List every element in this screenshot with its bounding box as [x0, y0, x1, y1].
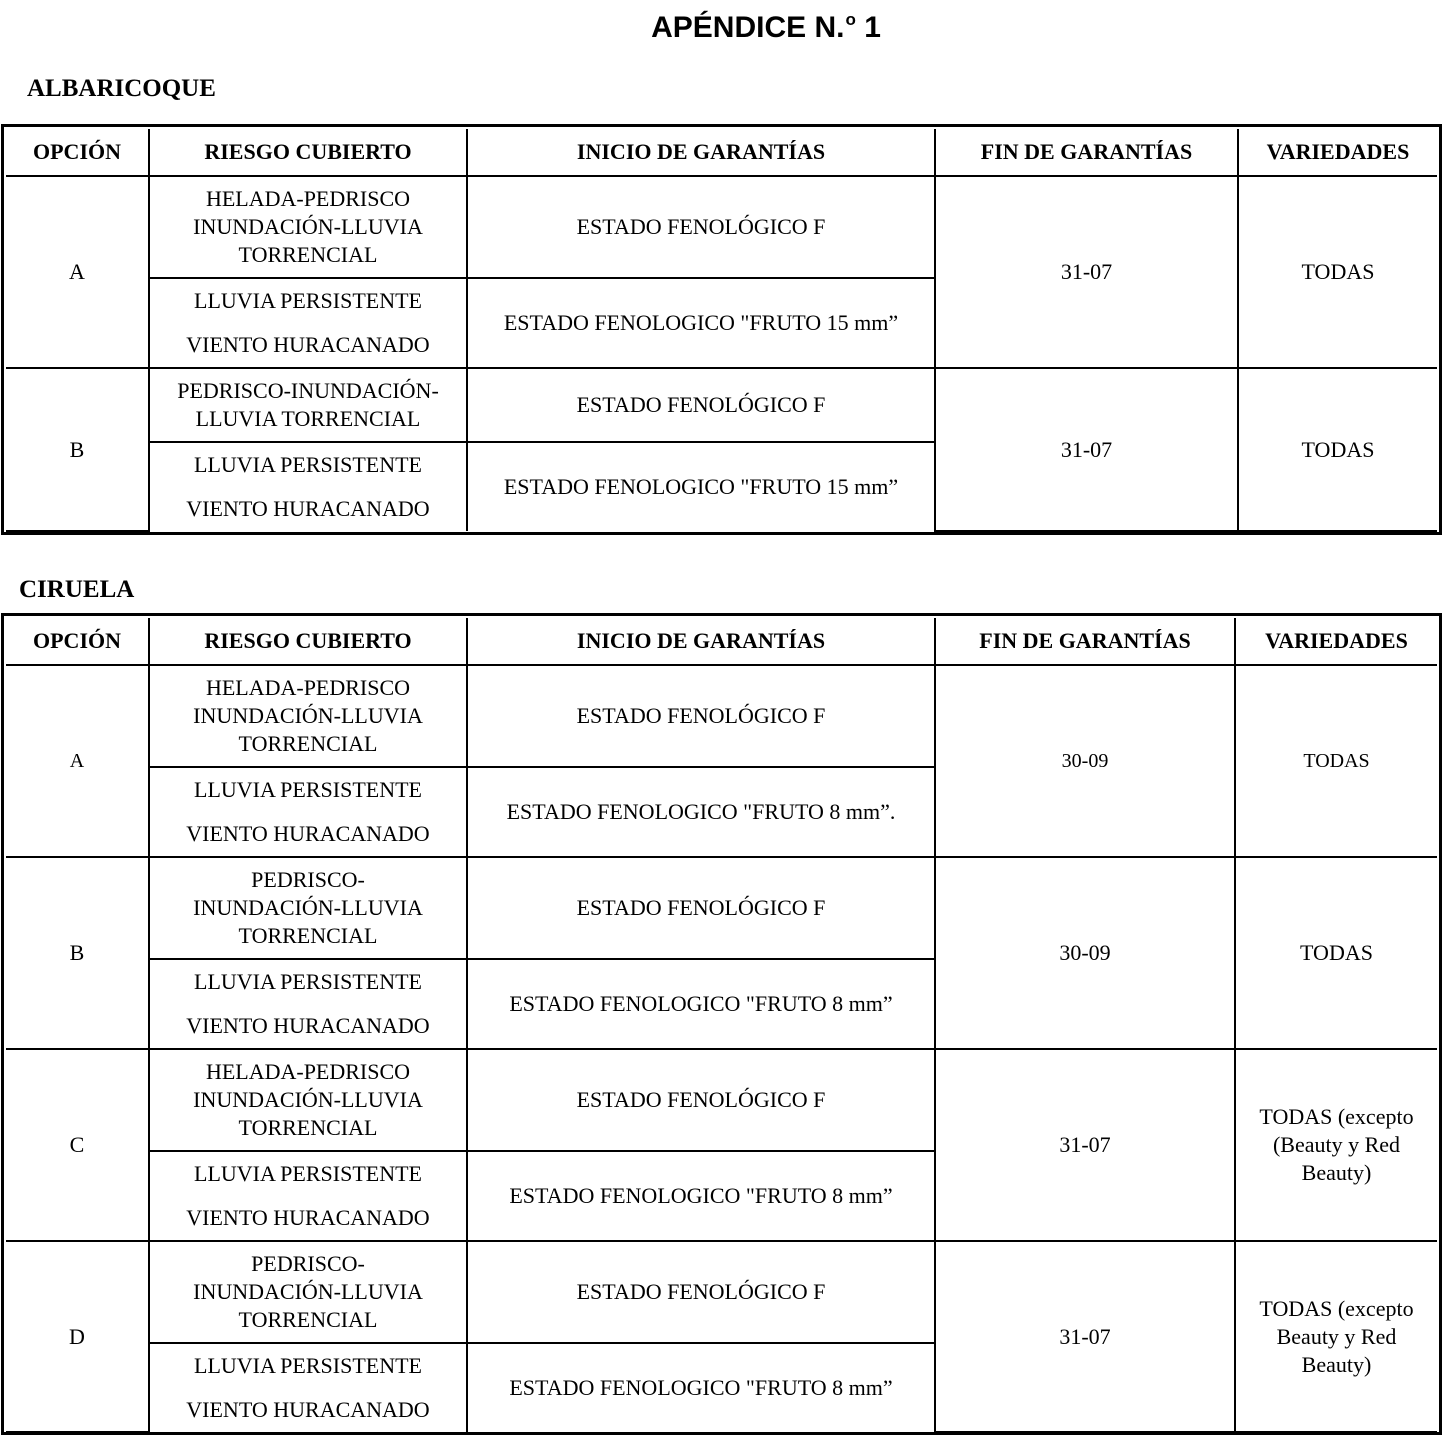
cell-riesgo: LLUVIA PERSISTENTE VIENTO HURACANADO [149, 959, 467, 1049]
cell-opcion: A [6, 665, 149, 857]
cell-riesgo: LLUVIA PERSISTENTE VIENTO HURACANADO [149, 278, 467, 368]
cell-fin: 31-07 [935, 176, 1238, 368]
cell-riesgo: LLUVIA PERSISTENTE VIENTO HURACANADO [149, 442, 467, 531]
cell-inicio: ESTADO FENOLÓGICO F [467, 665, 935, 767]
cell-riesgo: HELADA-PEDRISCO INUNDACIÓN-LLUVIA TORRENCIAL [149, 176, 467, 278]
cell-opcion: B [6, 857, 149, 1049]
header-inicio: INICIO DE GARANTÍAS [467, 618, 935, 665]
cell-fin: 30-09 [935, 857, 1235, 1049]
page-title: APÉNDICE N.$^o$ 1 [651, 10, 881, 44]
header-inicio: INICIO DE GARANTÍAS [467, 129, 935, 176]
cell-inicio: ESTADO FENOLÓGICO F [467, 1049, 935, 1151]
cell-riesgo: HELADA-PEDRISCO INUNDACIÓN-LLUVIA TORRENCIAL [149, 665, 467, 767]
cell-inicio: ESTADO FENOLÓGICO F [467, 176, 935, 278]
cell-variedades: TODAS [1238, 368, 1437, 531]
header-opcion: OPCIÓN [6, 129, 149, 176]
table-row [6, 368, 1437, 442]
cell-inicio: ESTADO FENOLÓGICO F [467, 368, 935, 442]
cell-inicio: ESTADO FENOLOGICO "FRUTO 15 mm” [467, 442, 935, 531]
cell-variedades: TODAS (excepto (Beauty y Red Beauty) [1235, 1049, 1437, 1241]
table-row [6, 1049, 1437, 1151]
cell-fin: 31-07 [935, 1049, 1235, 1241]
cell-inicio: ESTADO FENOLOGICO "FRUTO 8 mm” [467, 1343, 935, 1432]
cell-variedades: TODAS (excepto Beauty y Red Beauty) [1235, 1241, 1437, 1432]
table-header-row [6, 129, 1437, 176]
table-albaricoque [1, 124, 1442, 535]
cell-riesgo: PEDRISCO- INUNDACIÓN-LLUVIA TORRENCIAL [149, 1241, 467, 1343]
table-ciruela [1, 613, 1442, 1435]
header-riesgo: RIESGO CUBIERTO [149, 618, 467, 665]
header-riesgo: RIESGO CUBIERTO [149, 129, 467, 176]
section-title-ciruela: CIRUELA [19, 576, 135, 603]
cell-inicio: ESTADO FENOLOGICO "FRUTO 8 mm” [467, 959, 935, 1049]
cell-fin: 31-07 [935, 1241, 1235, 1432]
cell-riesgo: LLUVIA PERSISTENTE VIENTO HURACANADO [149, 767, 467, 857]
table-header-row [6, 618, 1437, 665]
cell-inicio: ESTADO FENOLOGICO "FRUTO 8 mm”. [467, 767, 935, 857]
cell-variedades: TODAS [1235, 857, 1437, 1049]
cell-opcion: A [6, 176, 149, 368]
cell-inicio: ESTADO FENOLÓGICO F [467, 857, 935, 959]
cell-opcion: B [6, 368, 149, 531]
cell-opcion: D [6, 1241, 149, 1432]
cell-inicio: ESTADO FENOLOGICO "FRUTO 8 mm” [467, 1151, 935, 1241]
cell-inicio: ESTADO FENOLÓGICO F [467, 1241, 935, 1343]
cell-fin: 30-09 [935, 665, 1235, 857]
cell-inicio: ESTADO FENOLOGICO "FRUTO 15 mm” [467, 278, 935, 368]
cell-fin: 31-07 [935, 368, 1238, 531]
cell-riesgo: HELADA-PEDRISCO INUNDACIÓN-LLUVIA TORRENCIAL [149, 1049, 467, 1151]
header-fin: FIN DE GARANTÍAS [935, 618, 1235, 665]
cell-opcion: C [6, 1049, 149, 1241]
table-row [6, 665, 1437, 767]
cell-riesgo: PEDRISCO-INUNDACIÓN- LLUVIA TORRENCIAL [149, 368, 467, 442]
table-row [6, 1241, 1437, 1343]
header-fin: FIN DE GARANTÍAS [935, 129, 1238, 176]
cell-riesgo: PEDRISCO- INUNDACIÓN-LLUVIA TORRENCIAL [149, 857, 467, 959]
cell-riesgo: LLUVIA PERSISTENTE VIENTO HURACANADO [149, 1151, 467, 1241]
header-opcion: OPCIÓN [6, 618, 149, 665]
cell-variedades: TODAS [1238, 176, 1437, 368]
cell-variedades: TODAS [1235, 665, 1437, 857]
header-variedades: VARIEDADES [1238, 129, 1437, 176]
table-row [6, 857, 1437, 959]
table-row [6, 176, 1437, 278]
cell-riesgo: LLUVIA PERSISTENTE VIENTO HURACANADO [149, 1343, 467, 1432]
section-title-albaricoque: ALBARICOQUE [27, 75, 216, 102]
header-variedades: VARIEDADES [1235, 618, 1437, 665]
